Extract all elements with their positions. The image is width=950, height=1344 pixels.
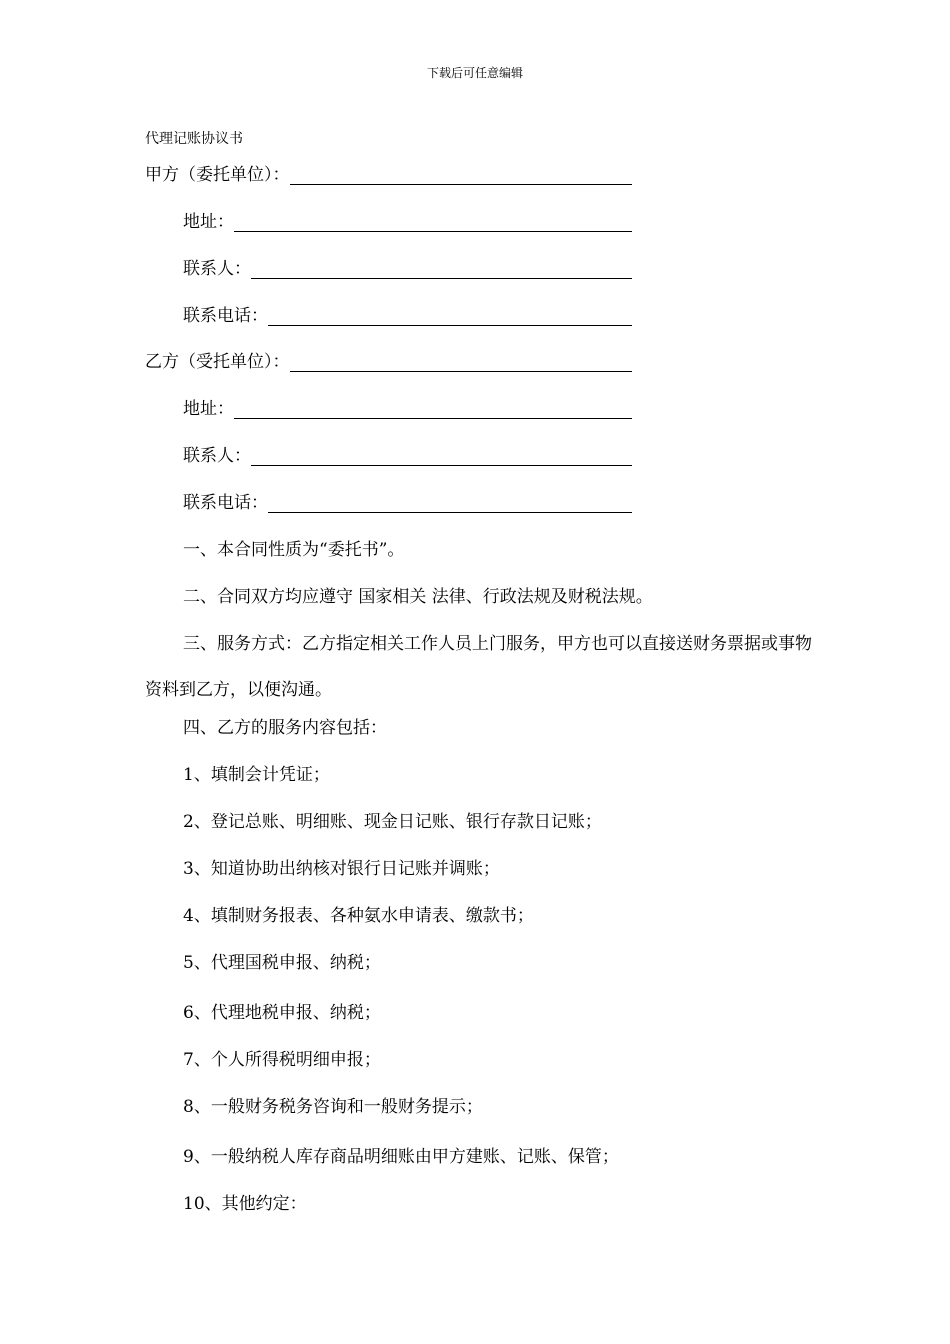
party-b-phone-blank[interactable]	[268, 492, 632, 513]
clause-1: 一、本合同性质为“委托书”。	[183, 540, 405, 560]
service-item: 5、代理国税申报、纳税；	[183, 953, 381, 973]
party-a-contact-blank[interactable]	[251, 258, 632, 279]
service-item: 3、知道协助出纳核对银行日记账并调账；	[183, 859, 500, 879]
service-item: 2、登记总账、明细账、现金日记账、银行存款日记账；	[183, 812, 602, 832]
party-a-phone-blank[interactable]	[268, 305, 632, 326]
party-a-address-blank[interactable]	[234, 211, 632, 232]
party-b-blank[interactable]	[290, 351, 633, 372]
clause-3: 三、服务方式：乙方指定相关工作人员上门服务，甲方也可以直接送财务票据或事物资料到乙方，以便沟通。	[145, 634, 812, 700]
party-a-blank[interactable]	[290, 164, 633, 185]
clause-2: 二、合同双方均应遵守 国家相关 法律、行政法规及财税法规。	[183, 587, 653, 607]
party-a-label: 甲方（委托单位）：	[145, 165, 290, 185]
service-item: 9、一般纳税人库存商品明细账由甲方建账、记账、保管；	[183, 1147, 619, 1167]
service-item: 1、填制会计凭证；	[183, 765, 330, 785]
party-b-address-label: 地址：	[183, 399, 234, 419]
party-a-contact-label: 联系人：	[183, 259, 251, 279]
party-b-phone-label: 联系电话：	[183, 493, 268, 513]
party-b-address-blank[interactable]	[234, 398, 632, 419]
document-title: 代理记账协议书	[145, 131, 243, 147]
party-b-phone-field	[183, 490, 632, 516]
service-item: 8、一般财务税务咨询和一般财务提示；	[183, 1097, 483, 1117]
clause-4: 四、乙方的服务内容包括：	[183, 718, 387, 738]
party-a-phone-label: 联系电话：	[183, 306, 268, 326]
service-item: 7、个人所得税明细申报；	[183, 1050, 381, 1070]
service-item: 10、其他约定：	[183, 1194, 307, 1214]
party-b-contact-field	[183, 443, 632, 469]
party-b-field	[145, 349, 632, 375]
party-b-contact-label: 联系人：	[183, 446, 251, 466]
service-item: 6、代理地税申报、纳税；	[183, 1003, 381, 1023]
party-b-label: 乙方（受托单位）：	[145, 352, 290, 372]
page-header: 下载后可任意编辑	[426, 66, 523, 80]
party-a-address-label: 地址：	[183, 212, 234, 232]
party-a-contact-field	[183, 256, 632, 282]
service-item: 4、填制财务报表、各种氨水申请表、缴款书；	[183, 906, 534, 926]
party-a-phone-field	[183, 303, 632, 329]
party-a-address-field	[183, 209, 632, 235]
party-b-contact-blank[interactable]	[251, 445, 632, 466]
party-b-address-field	[183, 396, 632, 422]
party-a-field	[145, 162, 632, 188]
